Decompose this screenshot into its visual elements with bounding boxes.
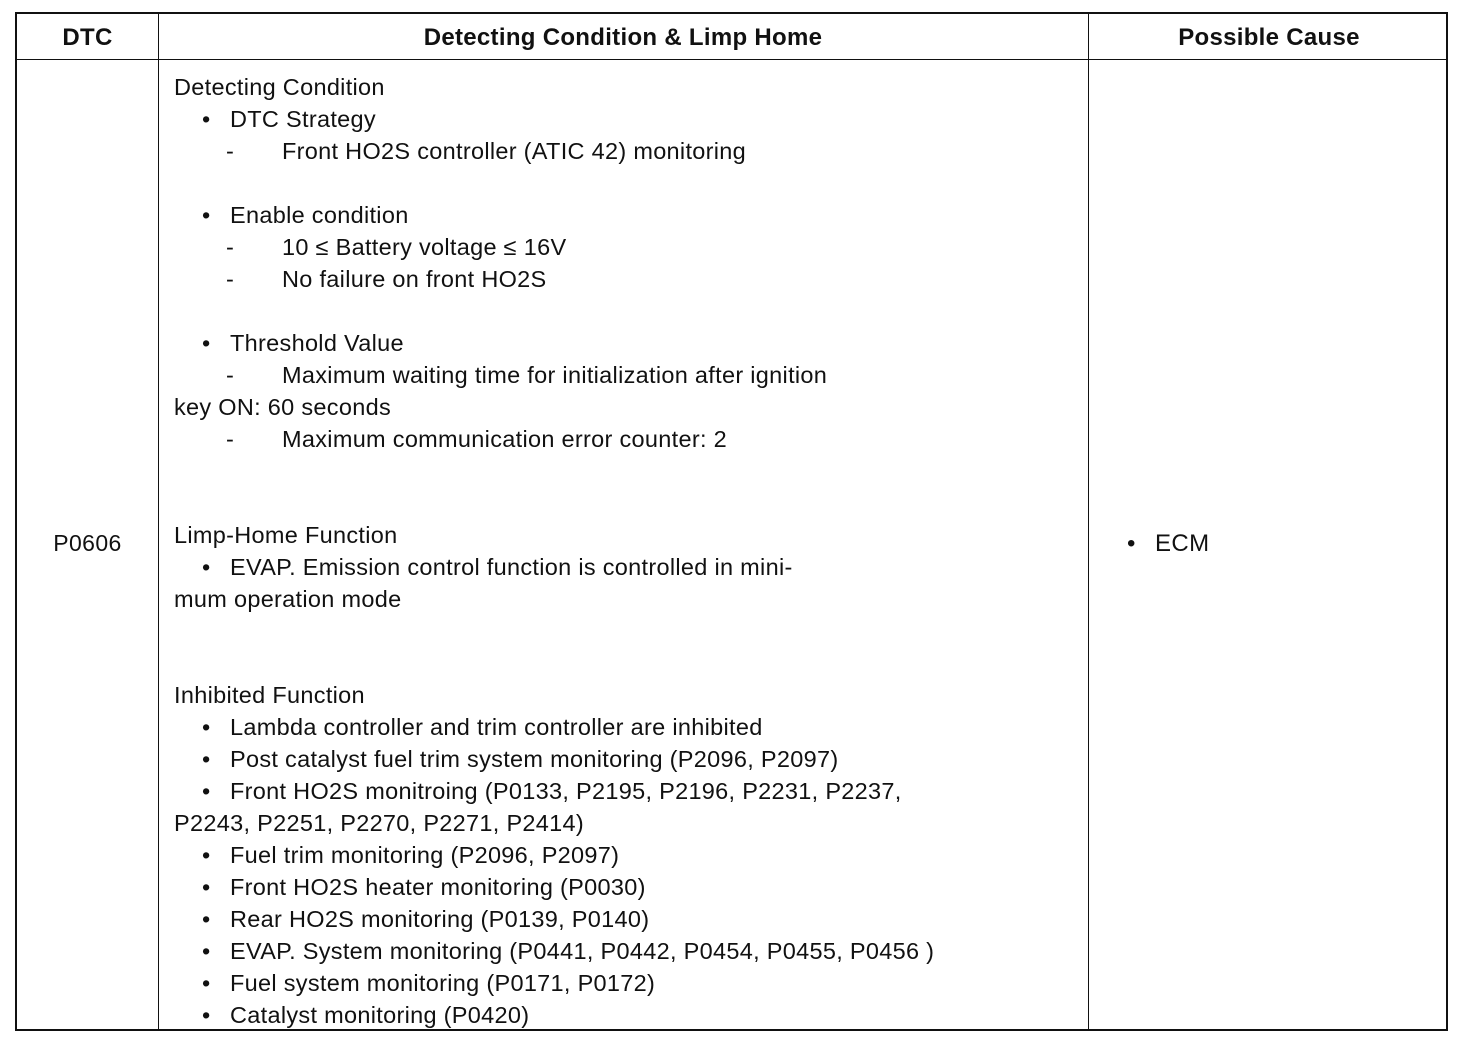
threshold-value-title: Threshold Value: [230, 330, 404, 356]
dtc-strategy-title: DTC Strategy: [230, 106, 376, 132]
list-item: [174, 551, 934, 583]
list-item: [174, 327, 934, 359]
inhibited-item: Post catalyst fuel trim system monitoring (P2096, P2097): [230, 746, 839, 772]
dash-icon: -: [226, 266, 235, 292]
list-item: [174, 135, 934, 167]
list-item: [174, 935, 934, 967]
header-detecting-condition: Detecting Condition & Limp Home: [423, 24, 823, 51]
list-item: [174, 263, 934, 295]
list-item: [174, 839, 934, 871]
spacer: [174, 167, 934, 199]
detecting-condition-heading: Detecting Condition: [174, 74, 385, 100]
spacer: [174, 295, 934, 327]
limp-home-line-1: EVAP. Emission control function is controlled in mini-: [230, 554, 793, 580]
enable-condition-item: 10 ≤ Battery voltage ≤ 16V: [282, 234, 567, 260]
dash-icon: -: [226, 234, 235, 260]
list-item: [174, 359, 934, 391]
inhibited-item: Lambda controller and trim controller are inhibited: [230, 714, 763, 740]
threshold-item-1-continued: key ON: 60 seconds: [174, 394, 392, 420]
threshold-item-2: Maximum communication error counter: 2: [282, 426, 727, 452]
inhibited-item: EVAP. System monitoring (P0441, P0442, P0454, P0455, P0456 ): [230, 938, 935, 964]
bullet-icon: •: [202, 746, 211, 772]
list-item: [174, 711, 934, 743]
list-item: [174, 775, 934, 807]
limp-home-heading: Limp-Home Function: [174, 522, 398, 548]
header-dtc: DTC: [62, 24, 113, 51]
inhibited-item: Front HO2S monitroing (P0133, P2195, P2196, P2231, P2237,: [230, 778, 902, 804]
possible-cause-cell: [1127, 530, 1210, 558]
dash-icon: -: [226, 362, 235, 388]
list-item: [174, 199, 934, 231]
inhibited-item-continued: P2243, P2251, P2270, P2271, P2414): [174, 810, 585, 836]
list-item: [174, 999, 934, 1031]
list-item: [174, 103, 934, 135]
bullet-icon: •: [202, 842, 211, 868]
detecting-condition-cell: [174, 71, 934, 1031]
header-divider: [17, 59, 1446, 60]
threshold-item-1: Maximum waiting time for initialization after ignition: [282, 362, 828, 388]
header-possible-cause: Possible Cause: [1178, 24, 1360, 51]
bullet-icon: •: [202, 906, 211, 932]
bullet-icon: •: [202, 938, 211, 964]
spacer: [174, 455, 934, 519]
bullet-icon: •: [202, 202, 211, 228]
bullet-icon: •: [202, 554, 211, 580]
enable-condition-title: Enable condition: [230, 202, 409, 228]
spacer: [174, 615, 934, 679]
bullet-icon: •: [202, 970, 211, 996]
enable-condition-item: No failure on front HO2S: [282, 266, 547, 292]
bullet-icon: •: [202, 330, 211, 356]
list-item: [174, 967, 934, 999]
list-item: [174, 423, 934, 455]
bullet-icon: •: [202, 714, 211, 740]
possible-cause-value: ECM: [1155, 530, 1210, 557]
inhibited-item: Fuel system monitoring (P0171, P0172): [230, 970, 656, 996]
inhibited-item: Rear HO2S monitoring (P0139, P0140): [230, 906, 650, 932]
bullet-icon: •: [1127, 530, 1136, 557]
column-divider-1: [158, 14, 159, 1029]
bullet-icon: •: [202, 1002, 211, 1028]
limp-home-line-2: mum operation mode: [174, 586, 402, 612]
inhibited-item: Catalyst monitoring (P0420): [230, 1002, 530, 1028]
list-item: [174, 871, 934, 903]
dtc-code: P0606: [53, 530, 122, 556]
list-item: [174, 231, 934, 263]
bullet-icon: •: [202, 106, 211, 132]
dash-icon: -: [226, 426, 235, 452]
bullet-icon: •: [202, 778, 211, 804]
inhibited-item: Fuel trim monitoring (P2096, P2097): [230, 842, 620, 868]
list-item: [174, 903, 934, 935]
column-divider-2: [1088, 14, 1089, 1029]
dash-icon: -: [226, 138, 235, 164]
bullet-icon: •: [202, 874, 211, 900]
inhibited-item: Front HO2S heater monitoring (P0030): [230, 874, 646, 900]
inhibited-heading: Inhibited Function: [174, 682, 365, 708]
dtc-table: [15, 12, 1448, 1031]
list-item: [174, 743, 934, 775]
dtc-strategy-item: Front HO2S controller (ATIC 42) monitoring: [282, 138, 747, 164]
